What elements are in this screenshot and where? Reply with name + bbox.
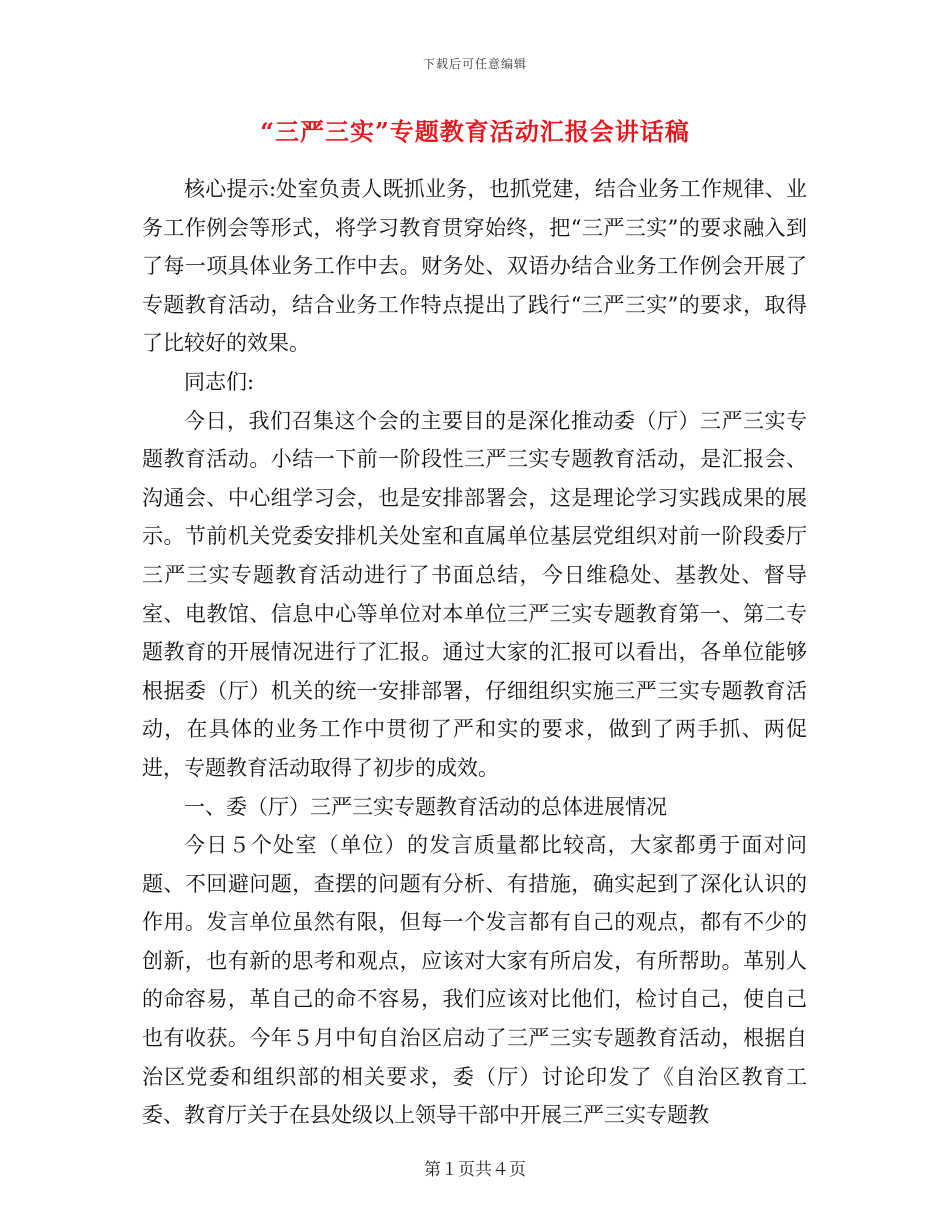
paragraph-summary: 核心提示:处室负责人既抓业务，也抓党建，结合业务工作规律、业务工作例会等形式，将学习教育贯穿始终，把“三严三实”的要求融入到了每一项具体业务工作中去。财务处、双语办结合业务工作例会开展了专题教育活动，结合业务工作特点提出了践行“三严三实”的要求，取得了比较好的效果。 — [142, 177, 807, 356]
header-note: 下载后可任意编辑 — [422, 57, 527, 71]
paragraph-section-1: 今日５个处室（单位）的发言质量都比较高，大家都勇于面对问题、不回避问题，查摆的问题有分析、有措施，确实起到了深化认识的作用。发言单位虽然有限，但每一个发言都有自己的观点，都有不少的创新，也有新的思考和观点，应该对大家有所启发，有所帮助。革别人的命容易，革自己的命不容易，我们应该对比他们，检讨自己，使自己也有收获。今年５月中旬自治区启动了三严三实专题教育活动，根据自治区党委和组织部的相关要求，委（厅）讨论印发了《自治区教育工委、教育厅关于在县处级以上领导干部中开展三严三实专题教 — [142, 833, 807, 1128]
page-number: 第１页共４页 — [424, 1160, 526, 1180]
section-heading-1: 一、委（厅）三严三实专题教育活动的总体进展情况 — [184, 794, 667, 819]
document-body — [142, 170, 807, 1135]
paragraph-intro: 今日，我们召集这个会的主要目的是深化推动委（厅）三严三实专题教育活动。小结一下前一阶段性三严三实专题教育活动，是汇报会、沟通会、中心组学习会，也是安排部署会，这是理论学习实践成果的展示。节前机关党委安排机关处室和直属单位基层党组织对前一阶段委厅三严三实专题教育活动进行了书面总结，今日维稳处、基教处、督导室、电教馆、信息中心等单位对本单位三严三实专题教育第一、第二专题教育的开展情况进行了汇报。通过大家的汇报可以看出，各单位能够根据委（厅）机关的统一安排部署，仔细组织实施三严三实专题教育活动，在具体的业务工作中贯彻了严和实的要求，做到了两手抓、两促进，专题教育活动取得了初步的成效。 — [142, 408, 807, 780]
paragraph-greeting: 同志们: — [184, 369, 255, 394]
document-title: “三严三实”专题教育活动汇报会讲话稿 — [260, 117, 690, 146]
